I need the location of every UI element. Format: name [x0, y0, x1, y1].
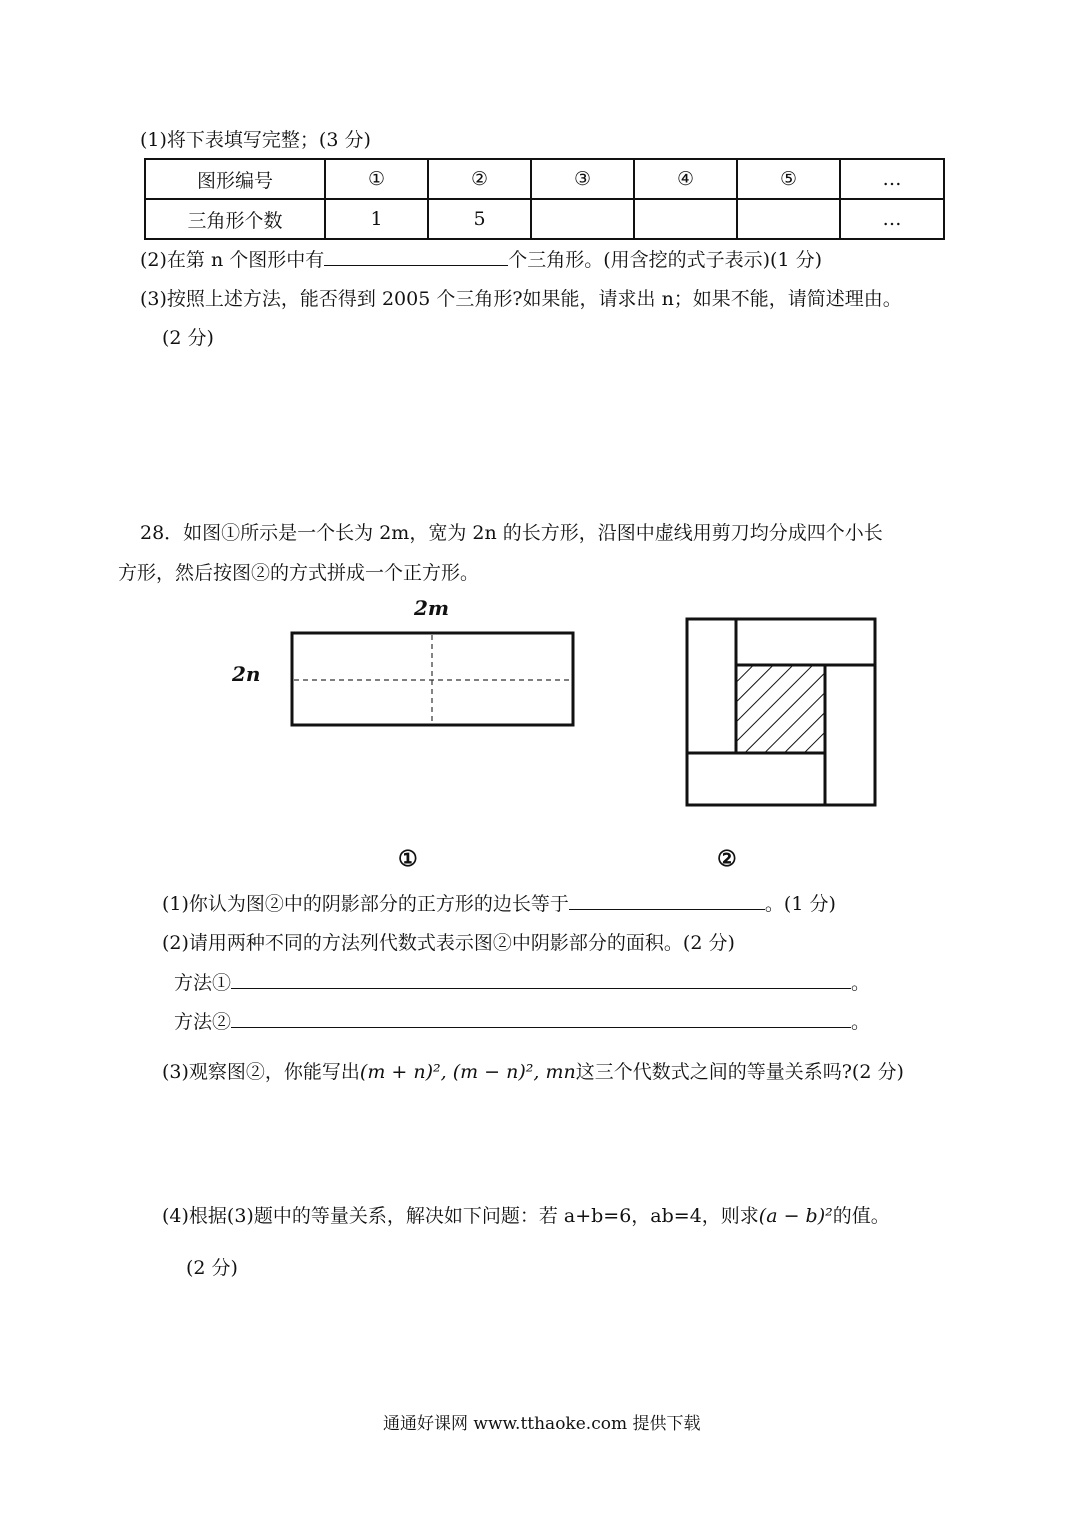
table-cell-blank[interactable] [531, 199, 634, 239]
table-cell: … [840, 159, 944, 199]
table-cell: ① [325, 159, 428, 199]
problem-28-q1-prefix: (1)你认为图②中的阴影部分的正方形的边长等于 [162, 893, 569, 915]
figure-1-height-label: 2n [232, 662, 261, 686]
question-3-score: (2 分) [162, 327, 214, 349]
table-cell: ⑤ [737, 159, 840, 199]
question-2-line [140, 247, 822, 272]
shaded-square [736, 665, 825, 753]
problem-28-line-1: 28．如图①所示是一个长为 2m，宽为 2n 的长方形，沿图中虚线用剪刀均分成四个小长 [140, 522, 883, 544]
problem-28-q4-suffix: 的值。 [832, 1205, 890, 1227]
problem-28-q4-score: (2 分) [186, 1257, 238, 1279]
figure-1-rectangle [290, 630, 576, 728]
problem-28-q3-prefix: (3)观察图②，你能写出 [162, 1061, 360, 1083]
figure-1-width-label: 2m [414, 596, 450, 620]
table-cell: 5 [428, 199, 531, 239]
method-2-label: 方法② [174, 1011, 232, 1033]
method-2-answer-blank[interactable] [231, 1009, 851, 1028]
triangle-count-table [144, 158, 945, 240]
table-cell: ② [428, 159, 531, 199]
table-cell: ④ [634, 159, 737, 199]
problem-28-q3-expression: (m + n)², (m − n)², mn [359, 1061, 576, 1083]
table-cell: … [840, 199, 944, 239]
table-row-label: 三角形个数 [145, 199, 325, 239]
question-1-prompt: (1)将下表填写完整；(3 分) [140, 129, 371, 151]
table-cell: 1 [325, 199, 428, 239]
problem-28-line-2: 方形，然后按图②的方式拼成一个正方形。 [118, 562, 480, 584]
answer-blank[interactable] [569, 891, 765, 910]
figure-1-caption: ① [398, 846, 418, 872]
problem-28-q1-suffix: 。(1 分) [764, 893, 836, 915]
method-2-line [174, 1009, 870, 1034]
method-1-end: 。 [851, 972, 871, 994]
problem-28-q4-prefix: (4)根据(3)题中的等量关系，解决如下问题：若 a+b=6，ab=4，则求 [162, 1205, 759, 1227]
question-3-text: (3)按照上述方法，能否得到 2005 个三角形?如果能，请求出 n；如果不能，请简述理由。 [140, 288, 902, 310]
question-2-prefix: (2)在第 n 个图形中有 [140, 249, 325, 271]
question-2-suffix: 个三角形。(用含挖的式子表示)(1 分) [508, 249, 823, 271]
table-row-values [145, 199, 944, 239]
method-1-line [174, 970, 870, 995]
table-header-label: 图形编号 [145, 159, 325, 199]
table-row-header [145, 159, 944, 199]
table-cell-blank[interactable] [634, 199, 737, 239]
footer-text: 通通好课网 www.tthaoke.com 提供下载 [383, 1414, 701, 1434]
figure-2-caption: ② [717, 846, 737, 872]
problem-28-q3-line [162, 1060, 904, 1084]
method-1-label: 方法① [174, 972, 232, 994]
problem-28-q4-expression: (a − b)² [758, 1205, 833, 1227]
problem-28-q4-line [162, 1204, 890, 1228]
problem-28-q2-text: (2)请用两种不同的方法列代数式表示图②中阴影部分的面积。(2 分) [162, 932, 735, 954]
table-cell-blank[interactable] [737, 199, 840, 239]
method-2-end: 。 [851, 1011, 871, 1033]
figure-2-square [684, 615, 880, 809]
method-1-answer-blank[interactable] [231, 970, 851, 989]
problem-28-q3-suffix: 这三个代数式之间的等量关系吗?(2 分) [575, 1061, 904, 1083]
problem-28-q1-line [162, 891, 836, 916]
table-cell: ③ [531, 159, 634, 199]
answer-blank[interactable] [324, 247, 508, 266]
